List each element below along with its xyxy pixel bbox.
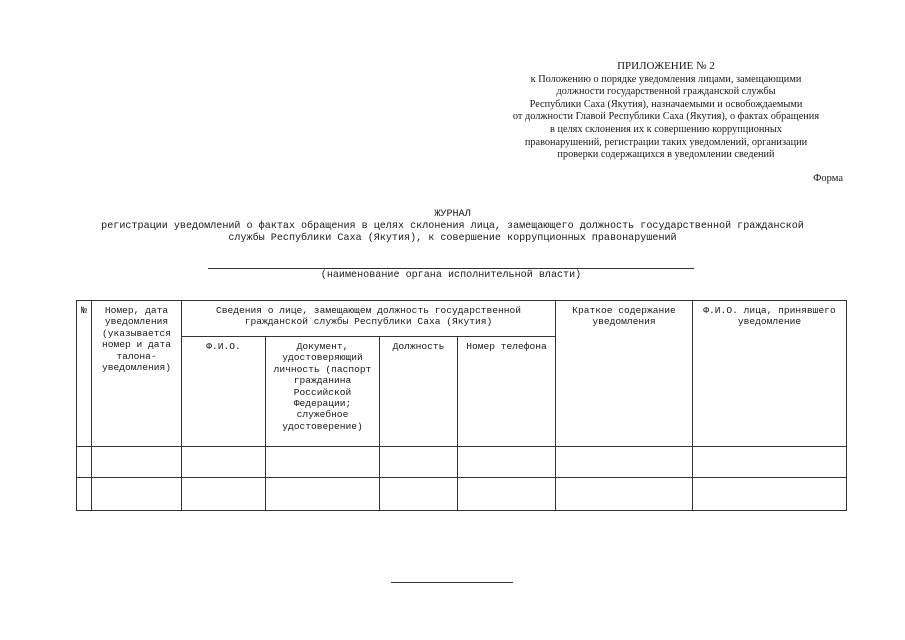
subheader-document: Документ, удостоверяющий личность (паспорт гражданина Российской Федерации; служебное удостоверение) [266,337,380,447]
appendix-line: Республики Саха (Якутия), назначаемыми и освобождаемыми [529,98,803,110]
table-cell[interactable] [556,447,693,478]
table-cell[interactable] [556,478,693,511]
journal-subtitle-line: службы Республики Саха (Якутия), к совершение коррупционных правонарушений [228,233,677,244]
table-cell[interactable] [380,447,458,478]
header-receiver: Ф.И.О. лица, принявшего уведомление [693,301,847,447]
table-cell[interactable] [693,478,847,511]
table-cell[interactable] [77,447,92,478]
org-name-caption: (наименование органа исполнительной власти) [320,270,582,281]
journal-subtitle-line: регистрации уведомлений о фактах обращения в целях склонения лица, замещающего должность государственной гражданской [101,221,804,232]
appendix-line: должности государственной гражданской службы [556,86,776,98]
table-cell[interactable] [266,478,380,511]
table-cell[interactable] [92,478,182,511]
table-cell[interactable] [380,478,458,511]
appendix-line: правонарушений, регистрации таких уведомлений, организации [524,136,808,148]
header-person-info: Сведения о лице, замещающем должность государственной гражданской службы Республики Саха (Якутия) [182,301,556,337]
form-label: Форма [813,173,843,184]
header-num: № [77,301,92,447]
table-cell[interactable] [182,447,266,478]
appendix-title: ПРИЛОЖЕНИЕ № 2 [617,60,715,72]
org-name-line [208,268,694,269]
table-cell[interactable] [266,447,380,478]
signature-line [391,582,513,583]
table-cell[interactable] [458,447,556,478]
header-number-date: Номер, дата уведомления (указывается номер и дата талона-уведомления) [92,301,182,447]
subheader-position: Должность [380,337,458,447]
table-cell[interactable] [458,478,556,511]
subheader-fio: Ф.И.О. [182,337,266,447]
header-row [77,301,847,337]
table-row [77,478,847,511]
table-cell[interactable] [693,447,847,478]
table-cell[interactable] [92,447,182,478]
journal-title: ЖУРНАЛ [434,209,471,220]
table-row [77,447,847,478]
journal-subtitle [70,221,835,245]
table-cell[interactable] [77,478,92,511]
header-summary: Краткое содержание уведомления [556,301,693,447]
appendix-line: от должности Главой Республики Саха (Якутия), о фактах обращения [512,111,820,123]
appendix-line: в целях склонения их к совершению коррупционных [550,123,782,135]
appendix-line: к Положению о порядке уведомления лицами, замещающими [530,73,802,85]
appendix-line: проверки содержащихся в уведомлении сведений [557,149,775,161]
subheader-phone: Номер телефона [458,337,556,447]
appendix-block [500,60,832,162]
table-cell[interactable] [182,478,266,511]
journal-table [76,300,847,511]
